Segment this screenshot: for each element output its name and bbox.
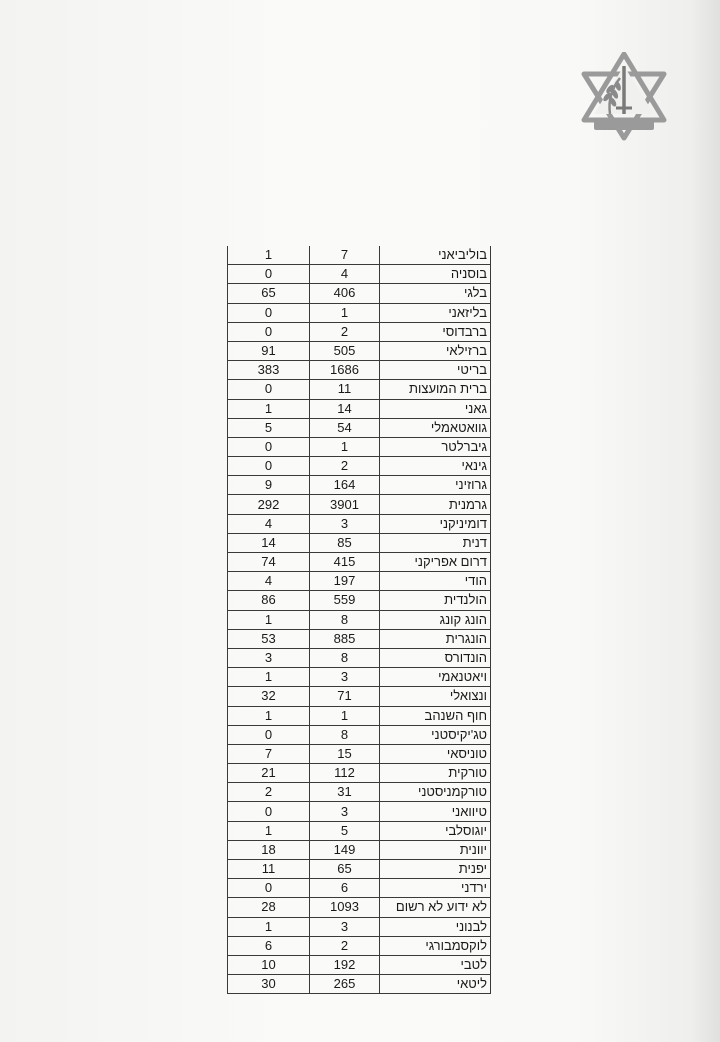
count-cell: 0 (228, 725, 310, 744)
nationality-cell: טורקית (380, 764, 491, 783)
nationality-cell: לבנוני (380, 917, 491, 936)
table-row (228, 457, 491, 476)
count-cell: 18 (228, 840, 310, 859)
nationality-cell: הולנדית (380, 591, 491, 610)
count-cell: 86 (228, 591, 310, 610)
table-row (228, 495, 491, 514)
count-cell: 9 (228, 476, 310, 495)
total-cell: 65 (310, 860, 380, 879)
total-cell: 3 (310, 802, 380, 821)
total-cell: 54 (310, 418, 380, 437)
nationality-cell: גרמנית (380, 495, 491, 514)
nationality-cell: הונגרית (380, 629, 491, 648)
nationality-cell: גינאי (380, 457, 491, 476)
table-row (228, 840, 491, 859)
nationality-cell: חוף השנהב (380, 706, 491, 725)
total-cell: 2 (310, 322, 380, 341)
nationality-cell: לטבי (380, 955, 491, 974)
total-cell: 3 (310, 668, 380, 687)
count-cell: 30 (228, 975, 310, 994)
total-cell: 415 (310, 553, 380, 572)
table-row (228, 648, 491, 667)
total-cell: 1 (310, 706, 380, 725)
table-row (228, 437, 491, 456)
nationality-cell: ירדני (380, 879, 491, 898)
count-cell: 1 (228, 917, 310, 936)
total-cell: 112 (310, 764, 380, 783)
total-cell: 14 (310, 399, 380, 418)
nationality-cell: גאני (380, 399, 491, 418)
count-cell: 14 (228, 533, 310, 552)
count-cell: 0 (228, 303, 310, 322)
table-row (228, 514, 491, 533)
table-row (228, 553, 491, 572)
count-cell: 21 (228, 764, 310, 783)
table-row (228, 860, 491, 879)
count-cell: 91 (228, 341, 310, 360)
table-row (228, 591, 491, 610)
count-cell: 65 (228, 284, 310, 303)
nationality-cell: ונצואלי (380, 687, 491, 706)
table-row (228, 744, 491, 763)
table-row (228, 668, 491, 687)
count-cell: 1 (228, 706, 310, 725)
nationality-cell: יפנית (380, 860, 491, 879)
table-row (228, 706, 491, 725)
nationality-cell: ברבדוסי (380, 322, 491, 341)
table-row (228, 265, 491, 284)
count-cell: 6 (228, 936, 310, 955)
table-row (228, 764, 491, 783)
total-cell: 885 (310, 629, 380, 648)
total-cell: 8 (310, 648, 380, 667)
idf-emblem-icon (576, 52, 672, 144)
total-cell: 1093 (310, 898, 380, 917)
table-row (228, 821, 491, 840)
count-cell: 0 (228, 879, 310, 898)
table-row (228, 629, 491, 648)
total-cell: 559 (310, 591, 380, 610)
total-cell: 3901 (310, 495, 380, 514)
count-cell: 1 (228, 246, 310, 265)
total-cell: 85 (310, 533, 380, 552)
nationality-cell: בריטי (380, 361, 491, 380)
nationality-cell: הונג קונג (380, 610, 491, 629)
nationality-table (227, 246, 491, 994)
nationality-cell: בלגי (380, 284, 491, 303)
table-row (228, 476, 491, 495)
count-cell: 7 (228, 744, 310, 763)
count-cell: 53 (228, 629, 310, 648)
nationality-cell: ברזילאי (380, 341, 491, 360)
total-cell: 164 (310, 476, 380, 495)
count-cell: 1 (228, 399, 310, 418)
nationality-table-wrapper (227, 246, 485, 994)
nationality-cell: גרוזיני (380, 476, 491, 495)
count-cell: 5 (228, 418, 310, 437)
count-cell: 4 (228, 572, 310, 591)
table-row (228, 783, 491, 802)
count-cell: 2 (228, 783, 310, 802)
nationality-cell: יוגוסלבי (380, 821, 491, 840)
count-cell: 74 (228, 553, 310, 572)
total-cell: 8 (310, 610, 380, 629)
count-cell: 0 (228, 802, 310, 821)
table-row (228, 322, 491, 341)
total-cell: 71 (310, 687, 380, 706)
total-cell: 5 (310, 821, 380, 840)
table-row (228, 936, 491, 955)
nationality-cell: דומיניקני (380, 514, 491, 533)
count-cell: 3 (228, 648, 310, 667)
count-cell: 0 (228, 322, 310, 341)
count-cell: 0 (228, 437, 310, 456)
nationality-cell: טורקמניסטני (380, 783, 491, 802)
total-cell: 1 (310, 303, 380, 322)
total-cell: 192 (310, 955, 380, 974)
nationality-cell: ויאטנאמי (380, 668, 491, 687)
total-cell: 6 (310, 879, 380, 898)
count-cell: 28 (228, 898, 310, 917)
total-cell: 505 (310, 341, 380, 360)
nationality-cell: ברית המועצות (380, 380, 491, 399)
table-row (228, 955, 491, 974)
table-row (228, 898, 491, 917)
nationality-cell: בוליביאני (380, 246, 491, 265)
nationality-cell: טוניסאי (380, 744, 491, 763)
count-cell: 32 (228, 687, 310, 706)
total-cell: 197 (310, 572, 380, 591)
count-cell: 4 (228, 514, 310, 533)
nationality-cell: הונדורס (380, 648, 491, 667)
total-cell: 7 (310, 246, 380, 265)
table-row (228, 246, 491, 265)
page-edge-shadow (690, 0, 720, 1042)
count-cell: 10 (228, 955, 310, 974)
table-row (228, 610, 491, 629)
table-row (228, 687, 491, 706)
table-row (228, 533, 491, 552)
nationality-cell: ליטאי (380, 975, 491, 994)
nationality-cell: טג'יקיסטני (380, 725, 491, 744)
table-row (228, 399, 491, 418)
count-cell: 0 (228, 265, 310, 284)
nationality-cell: לא ידוע לא רשום (380, 898, 491, 917)
table-row (228, 341, 491, 360)
total-cell: 2 (310, 936, 380, 955)
nationality-cell: דרום אפריקני (380, 553, 491, 572)
nationality-cell: בליזאני (380, 303, 491, 322)
nationality-cell: יוונית (380, 840, 491, 859)
total-cell: 3 (310, 514, 380, 533)
count-cell: 1 (228, 610, 310, 629)
count-cell: 11 (228, 860, 310, 879)
nationality-cell: לוקסמבורגי (380, 936, 491, 955)
table-row (228, 284, 491, 303)
count-cell: 0 (228, 380, 310, 399)
table-row (228, 879, 491, 898)
total-cell: 1 (310, 437, 380, 456)
nationality-cell: גוואטאמלי (380, 418, 491, 437)
nationality-cell: הודי (380, 572, 491, 591)
total-cell: 8 (310, 725, 380, 744)
table-row (228, 802, 491, 821)
total-cell: 15 (310, 744, 380, 763)
nationality-cell: טיוואני (380, 802, 491, 821)
total-cell: 3 (310, 917, 380, 936)
total-cell: 1686 (310, 361, 380, 380)
count-cell: 1 (228, 668, 310, 687)
total-cell: 11 (310, 380, 380, 399)
total-cell: 2 (310, 457, 380, 476)
table-row (228, 380, 491, 399)
total-cell: 4 (310, 265, 380, 284)
count-cell: 292 (228, 495, 310, 514)
count-cell: 1 (228, 821, 310, 840)
table-row (228, 975, 491, 994)
nationality-cell: דנית (380, 533, 491, 552)
table-row (228, 303, 491, 322)
table-row (228, 418, 491, 437)
nationality-cell: גיברלטר (380, 437, 491, 456)
count-cell: 383 (228, 361, 310, 380)
total-cell: 149 (310, 840, 380, 859)
count-cell: 0 (228, 457, 310, 476)
table-row (228, 572, 491, 591)
table-row (228, 725, 491, 744)
total-cell: 31 (310, 783, 380, 802)
table-row (228, 361, 491, 380)
table-row (228, 917, 491, 936)
total-cell: 265 (310, 975, 380, 994)
nationality-cell: בוסניה (380, 265, 491, 284)
total-cell: 406 (310, 284, 380, 303)
table-body (228, 246, 491, 994)
